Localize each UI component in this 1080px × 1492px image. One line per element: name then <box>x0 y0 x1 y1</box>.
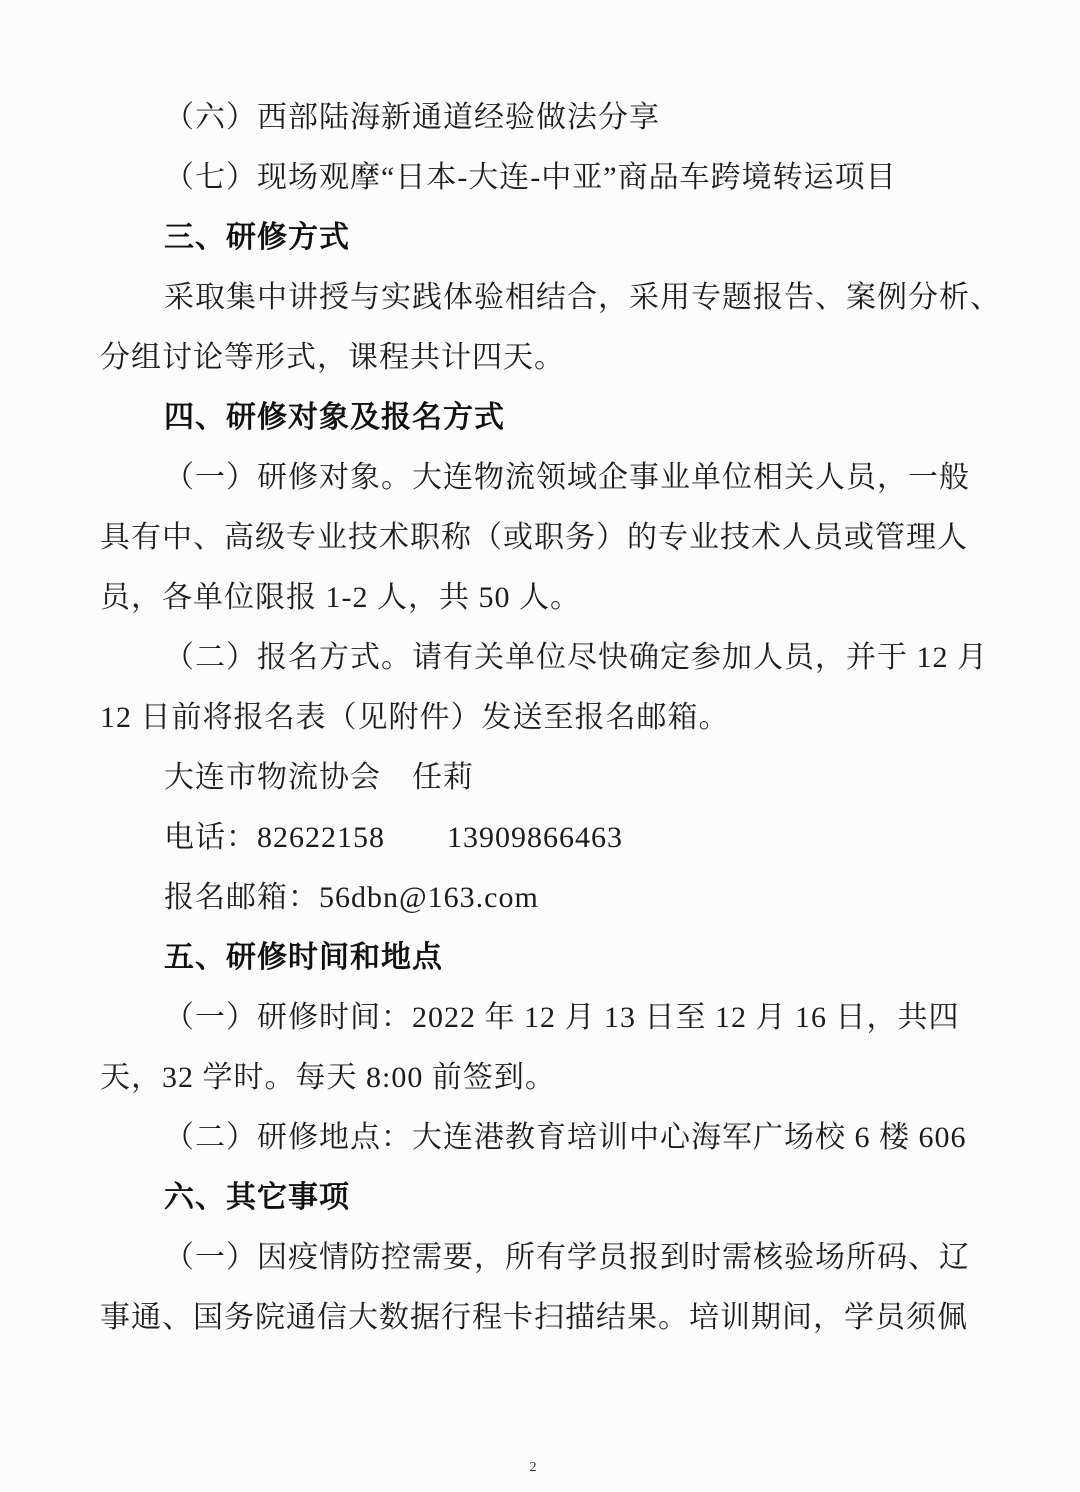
item-six: （六）西部陆海新通道经验做法分享 <box>164 101 660 134</box>
paragraph-line: （二）研修地点：大连港教育培训中心海军广场校 6 楼 606 <box>164 1121 967 1154</box>
section-6 <box>100 1168 1040 1348</box>
section-heading-4: 四、研修对象及报名方式 <box>164 400 505 435</box>
paragraph-line: （一）因疫情防控需要，所有学员报到时需核验场所码、辽 <box>164 1241 970 1274</box>
contact-email: 报名邮箱：56dbn@163.com <box>164 881 539 914</box>
item-seven: （七）现场观摩“日本-大连-中亚”商品车跨境转运项目 <box>164 161 897 194</box>
document-body <box>100 88 1040 1348</box>
paragraph-line: 分组讨论等形式，课程共计四天。 <box>100 341 565 374</box>
section-3 <box>100 208 1040 388</box>
page-number: 2 <box>529 1460 537 1475</box>
paragraph-line: （一）研修时间：2022 年 12 月 13 日至 12 月 16 日，共四 <box>164 1001 960 1034</box>
contact-phone: 电话：82622158 13909866463 <box>164 821 623 854</box>
section-heading-3: 三、研修方式 <box>164 220 350 255</box>
paragraph-line: （二）报名方式。请有关单位尽快确定参加人员，并于 12 月 <box>164 641 988 674</box>
section-4 <box>100 388 1040 928</box>
paragraph-line: 12 日前将报名表（见附件）发送至报名邮箱。 <box>100 701 730 734</box>
paragraph-line: 天，32 学时。每天 8:00 前签到。 <box>100 1061 556 1094</box>
paragraph-line: 具有中、高级专业技术职称（或职务）的专业技术人员或管理人 <box>100 521 968 554</box>
paragraph-line: （一）研修对象。大连物流领域企事业单位相关人员，一般 <box>164 461 970 494</box>
section-5 <box>100 928 1040 1168</box>
contact-organization: 大连市物流协会 任莉 <box>164 761 474 794</box>
section-heading-5: 五、研修时间和地点 <box>164 940 443 975</box>
paragraph-line: 员，各单位限报 1-2 人，共 50 人。 <box>100 581 581 614</box>
paragraph-line: 采取集中讲授与实践体验相结合，采用专题报告、案例分析、 <box>164 281 1001 314</box>
continued-items <box>100 88 1040 208</box>
section-heading-6: 六、其它事项 <box>164 1180 350 1215</box>
paragraph-line: 事通、国务院通信大数据行程卡扫描结果。培训期间，学员须佩 <box>100 1301 968 1334</box>
